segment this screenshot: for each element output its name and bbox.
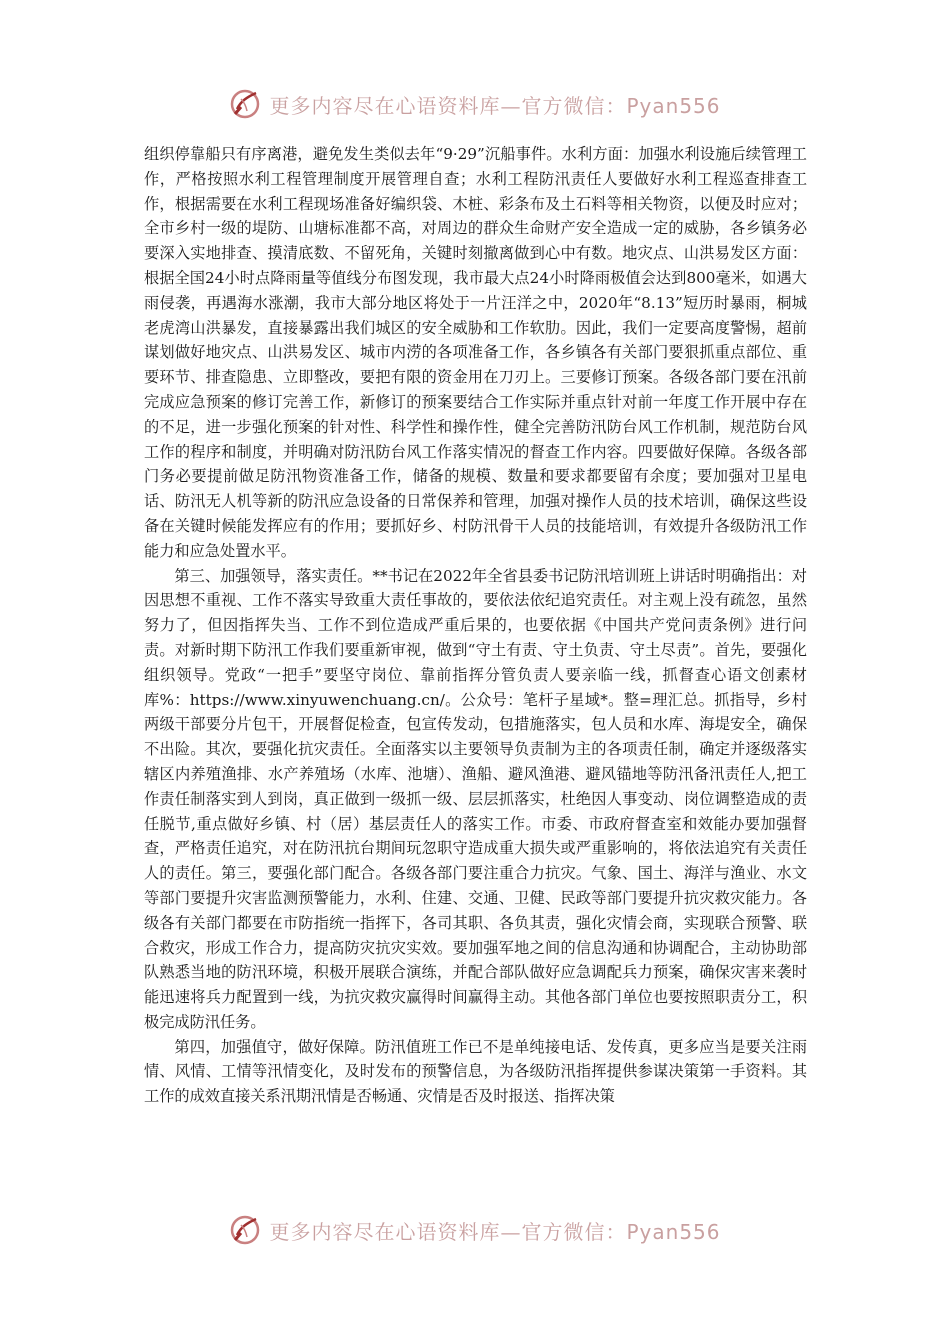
banner-text: 更多内容尽在心语资料库—官方微信：Pyan556 bbox=[269, 1219, 721, 1244]
pen-logo-icon bbox=[229, 87, 263, 121]
banner-wechat-handle: Pyan556 bbox=[626, 93, 721, 118]
document-body bbox=[144, 142, 807, 1109]
paragraph-1: 组织停靠船只有序离港，避免发生类似去年“9·29”沉船事件。水利方面：加强水利设施后续管理工作，严格按照水利工程管理制度开展管理自查；水利工程防汛责任人要做好水利工程巡查排查工作，根据需要在水利工程现场准备好编织袋、木桩、彩条布及土石料等相关物资，以便及时应对；全市乡村一级的堤防、山塘标准都不高，对周边的群众生命财产安全造成一定的威胁，各乡镇务必要深入实地排查、摸清底数、不留死角，关键时刻撤离做到心中有数。地灾点、山洪易发区方面：根据全国24小时点降雨量等值线分布图发现，我市最大点24小时降雨极值会达到800毫米，如遇大雨侵袭，再遇海水涨潮，我市大部分地区将处于一片汪洋之中，2020年“8.13”短历时暴雨，桐城老虎湾山洪暴发，直接暴露出我们城区的安全威胁和工作软肋。因此，我们一定要高度警惕，超前谋划做好地灾点、山洪易发区、城市内涝的各项准备工作，各乡镇各有关部门要狠抓重点部位、重要环节、排查隐患、立即整改，要把有限的资金用在刀刃上。三要修订预案。各级各部门要在汛前完成应急预案的修订完善工作，新修订的预案要结合工作实际并重点针对前一年度工作开展中存在的不足，进一步强化预案的针对性、科学性和操作性，健全完善防汛防台风工作机制，规范防台风工作的程序和制度，并明确对防汛防台风工作落实情况的督查工作内容。四要做好保障。各级各部门务必要提前做足防汛物资准备工作，储备的规模、数量和要求都要留有余度；要加强对卫星电话、防汛无人机等新的防汛应急设备的日常保养和管理，加强对操作人员的技术培训，确保这些设备在关键时候能发挥应有的作用；要抓好乡、村防汛骨干人员的技能培训，有效提升各级防汛工作能力和应急处置水平。 bbox=[144, 145, 807, 560]
paragraph-3: 第四，加强值守，做好保障。防汛值班工作已不是单纯接电话、发传真，更多应当是要关注雨情、风情、工情等汛情变化，及时发布的预警信息，为各级防汛指挥提供参谋决策第一手资料。其工作的成效直接关系汛期汛情是否畅通、灾情是否及时报送、指挥决策 bbox=[144, 1037, 807, 1106]
banner-text: 更多内容尽在心语资料库—官方微信：Pyan556 bbox=[269, 93, 721, 118]
footer-watermark-banner bbox=[0, 1208, 950, 1252]
paragraph-2: 第三、加强领导，落实责任。**书记在2022年全省县委书记防汛培训班上讲话时明确指出：对因思想不重视、工作不落实导致重大责任事故的，要依法依纪追究责任。对主观上没有疏忽，虽然努力了，但因指挥失当、工作不到位造成严重后果的，也要依据《中国共产党问责条例》进行问责。对新时期下防汛工作我们要重新审视，做到“守土有责、守土负责、守土尽责”。首先，要强化组织领导。党政“一把手”要坚守岗位、靠前指挥分管负责人要亲临一线，抓督查心语文创素材库%：https://www.xinyuwenchuang.cn/。公众号：笔杆子星域*。整=理汇总。抓指导，乡村两级干部要分片包干，开展督促检查，包宣传发动，包措施落实，包人员和水库、海堤安全，确保不出险。其次，要强化抗灾责任。全面落实以主要领导负责制为主的各项责任制，确定并逐级落实辖区内养殖渔排、水产养殖场（水库、池塘）、渔船、避风渔港、避风锚地等防汛备汛责任人,把工作责任制落实到人到岗，真正做到一级抓一级、层层抓落实，杜绝因人事变动、岗位调整造成的责任脱节,重点做好乡镇、村（居）基层责任人的落实工作。市委、市政府督查室和效能办要加强督查，严格责任追究，对在防汛抗台期间玩忽职守造成重大损失或严重影响的，将依法追究有关责任人的责任。第三，要强化部门配合。各级各部门要注重合力抗灾。气象、国土、海洋与渔业、水文等部门要提升灾害监测预警能力，水利、住建、交通、卫健、民政等部门要提升抗灾救灾能力。各级各有关部门都要在市防指统一指挥下，各司其职、各负其责，强化灾情会商，实现联合预警、联合救灾，形成工作合力，提高防灾抗灾实效。要加强军地之间的信息沟通和协调配合，主动协助部队熟悉当地的防汛环境，积极开展联合演练，并配合部队做好应急调配兵力预案，确保灾害来袭时能迅速将兵力配置到一线，为抗灾救灾赢得时间赢得主动。其他各部门单位也要按照职责分工，积极完成防汛任务。 bbox=[144, 566, 807, 1031]
banner-wechat-handle: Pyan556 bbox=[626, 1219, 721, 1244]
pen-logo-icon bbox=[229, 1213, 263, 1247]
header-watermark-banner bbox=[0, 82, 950, 126]
